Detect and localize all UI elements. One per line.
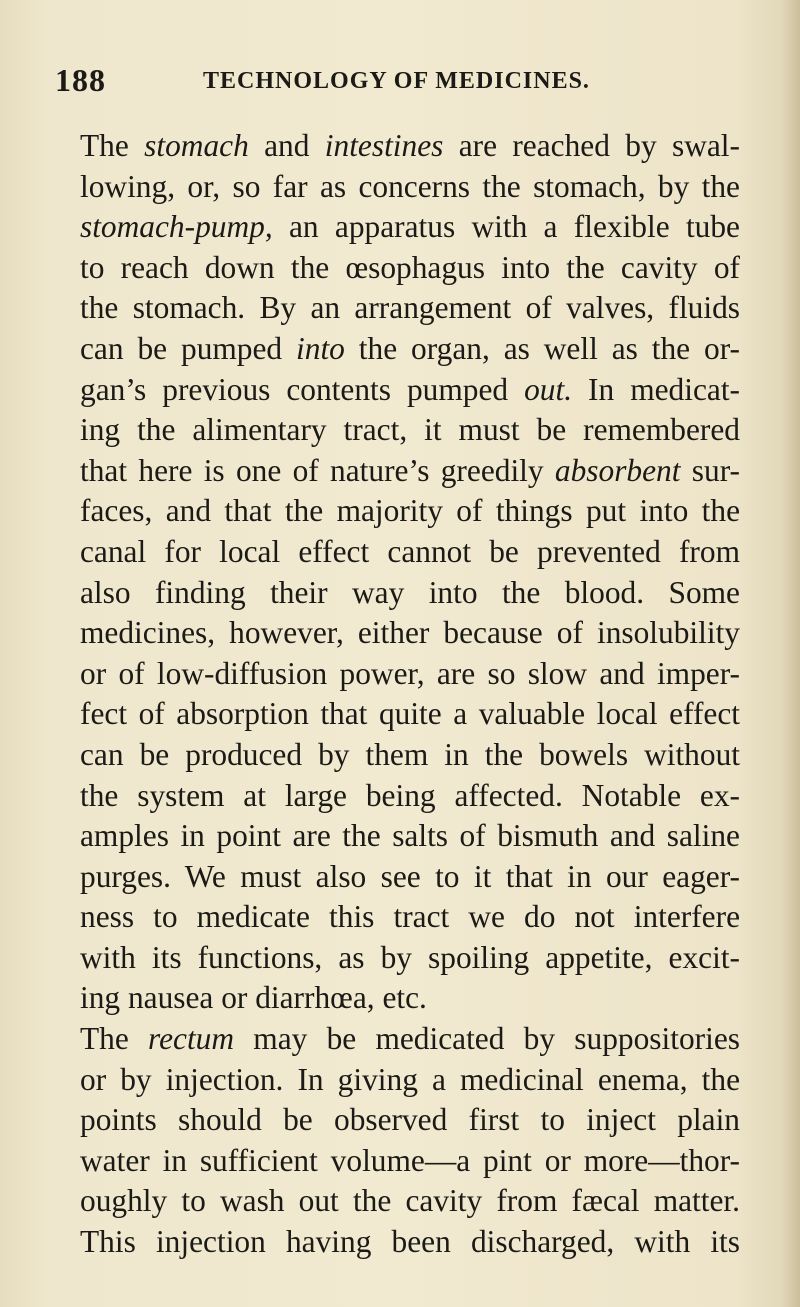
text-line [80,491,740,532]
text-segment: fect of absorption that quite a valuable local effect [80,696,740,732]
paragraph-stomach-intestines [80,126,740,1019]
text-line [80,207,740,248]
text-line [80,1181,740,1222]
text-line [80,654,740,695]
text-segment: can be pumped [80,330,297,366]
text-segment: can be produced by them in the bowels without [80,736,740,772]
italic-term: absorbent [554,452,681,488]
text-segment: amples in point are the salts of bismuth and saline [80,818,740,854]
text-segment: faces, and that the majority of things put into the [80,493,740,529]
text-line [80,532,740,573]
text-line [80,370,740,411]
text-line [80,776,740,817]
text-segment: also finding their way into the blood. Some [80,574,740,610]
text-line [80,816,740,857]
text-segment: to reach down the œsophagus into the cavity of [80,249,740,285]
text-segment: and [248,128,325,163]
text-segment: oughly to wash out the cavity from fæcal matter. [80,1183,740,1219]
text-line [80,1100,740,1141]
text-segment: or by injection. In giving a medicinal enema, the [80,1061,740,1097]
text-segment: or of low-diffusion power, are so slow and imper- [80,655,740,691]
text-segment: In medicat- [572,371,741,407]
text-segment: the system at large being affected. Notable ex- [80,777,740,813]
text-segment: may be medicated by suppositories [234,1021,740,1057]
text-segment: water in sufficient volume—a pint or more—thor- [80,1142,740,1178]
text-line [80,978,740,1019]
text-segment: medicines, however, either because of insolubility [80,615,740,651]
italic-term: stomach-pump, [80,209,273,245]
page-header [55,62,745,102]
text-line [80,288,740,329]
text-segment: This injection having been discharged, with its [80,1224,740,1260]
text-line [80,329,740,370]
text-segment: The [80,1021,149,1057]
text-line [80,1060,740,1101]
italic-term: stomach [144,128,249,163]
text-segment: are reached by swal- [443,128,740,163]
text-line [80,735,740,776]
italic-term: rectum [148,1021,235,1057]
paragraph-rectum [80,1019,740,1263]
text-segment: the organ, as well as the or- [344,330,740,366]
text-line [80,938,740,979]
text-line [80,573,740,614]
text-segment: lowing, or, so far as concerns the stomach, by the [80,168,740,204]
text-line [80,1019,740,1060]
running-head: TECHNOLOGY OF MEDICINES. [203,68,590,94]
text-segment: with its functions, as by spoiling appetite, excit- [80,939,740,975]
text-segment: the stomach. By an arrangement of valves, fluids [80,290,740,326]
text-segment: The [80,128,145,163]
text-line [80,1222,740,1263]
text-line [80,857,740,898]
text-line [80,897,740,938]
italic-term: intestines [324,128,444,163]
text-line [80,126,740,167]
page-number: 188 [55,62,106,98]
text-segment: gan’s previous contents pumped [80,371,525,407]
italic-term: into [296,330,345,366]
text-line [80,451,740,492]
text-segment: ing nausea or diarrhœa, etc. [80,980,427,1016]
text-segment: canal for local effect cannot be prevented from [80,533,740,569]
text-line [80,248,740,289]
page-edge-shadow [782,0,800,1307]
text-line [80,410,740,451]
text-segment: an apparatus with a flexible tube [272,209,740,245]
text-segment: ness to medicate this tract we do not interfere [80,899,740,935]
text-line [80,613,740,654]
italic-term: out. [524,371,573,407]
text-line [80,694,740,735]
text-line [80,1141,740,1182]
text-segment: that here is one of nature’s greedily [80,452,555,488]
text-segment: sur- [680,452,740,488]
text-segment: points should be observed first to inject plain [80,1102,740,1138]
text-segment: purges. We must also see to it that in our eager- [80,858,740,894]
body-text [80,126,740,1263]
text-segment: ing the alimentary tract, it must be remembered [80,412,740,448]
text-line [80,167,740,208]
